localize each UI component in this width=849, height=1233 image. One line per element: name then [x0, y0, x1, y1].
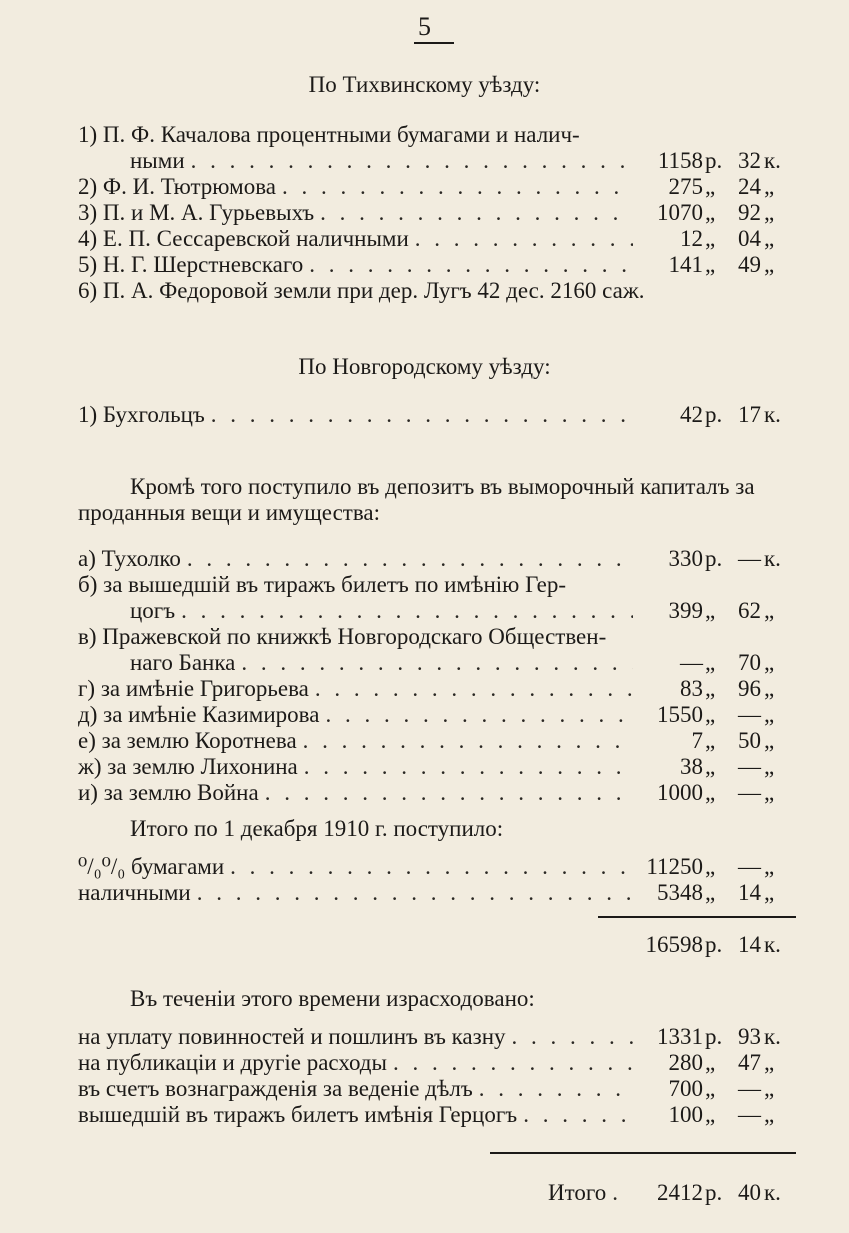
leader-dots — [393, 1050, 633, 1076]
rubles-unit: „ — [705, 1076, 716, 1101]
rubles-unit: „ — [705, 200, 716, 225]
rubles: 141 — [668, 252, 703, 277]
rubles: 280 — [668, 1050, 703, 1075]
kopecks: 14 — [738, 932, 761, 957]
amount — [639, 702, 788, 728]
rubles: 12 — [680, 226, 703, 251]
kopecks-unit: „ — [764, 780, 775, 805]
amount — [639, 1102, 788, 1128]
leader-dots — [309, 252, 633, 278]
kopecks-unit: „ — [764, 226, 775, 251]
entry-label: Въ теченіи этого времени израсходовано: — [130, 986, 535, 1011]
amount — [639, 252, 788, 278]
expense-item-4 — [78, 1102, 788, 1128]
leader-dots — [181, 598, 633, 624]
entry-label: Итого — [548, 1180, 607, 1205]
entry-label: 6) П. А. Федоровой земли при дер. Лугъ 42 дес. 2160 саж. — [78, 278, 645, 303]
kopecks: — — [738, 780, 761, 805]
kopecks-unit: „ — [764, 854, 775, 879]
leader-dots — [315, 676, 633, 702]
entry-label: наго Банка — [130, 650, 236, 675]
rubles-unit: „ — [705, 854, 716, 879]
amount — [639, 174, 788, 200]
amount — [639, 650, 788, 676]
amount — [639, 754, 788, 780]
total-income-sum — [78, 932, 788, 958]
amount — [639, 598, 788, 624]
leader-dots — [241, 650, 633, 676]
entry-label: Итого по 1 декабря 1910 г. поступило: — [130, 816, 504, 841]
rubles: 83 — [680, 676, 703, 701]
kopecks: — — [738, 702, 761, 727]
leader-dots — [415, 226, 633, 252]
total-income-securities — [78, 854, 788, 880]
total-income-heading — [130, 816, 840, 842]
rubles-unit: „ — [705, 252, 716, 277]
kopecks-unit: „ — [764, 174, 775, 199]
amount — [639, 148, 788, 174]
tikhvin-item-1-first-line — [78, 122, 788, 148]
kopecks-unit: к. — [764, 148, 781, 173]
kopecks: 62 — [738, 598, 761, 623]
deposit-item-zh — [78, 754, 788, 780]
amount — [639, 728, 788, 754]
amount — [639, 932, 788, 958]
kopecks: 47 — [738, 1050, 761, 1075]
deposit-item-g — [78, 676, 788, 702]
leader-dots — [325, 702, 633, 728]
rubles-unit: р. — [705, 546, 723, 571]
kopecks: 32 — [738, 148, 761, 173]
deposit-item-d — [78, 702, 788, 728]
kopecks: — — [738, 754, 761, 779]
rubles: 2412 — [657, 1180, 703, 1205]
kopecks: — — [738, 1102, 761, 1127]
rubles: 42 — [680, 402, 703, 427]
leader-dots — [187, 546, 633, 572]
entry-label: ж) за землю Лихонина — [78, 754, 298, 779]
rubles: 1550 — [657, 702, 703, 727]
deposit-item-i — [78, 780, 788, 806]
kopecks-unit: к. — [764, 1180, 781, 1205]
kopecks: 49 — [738, 252, 761, 277]
kopecks-unit: „ — [764, 1050, 775, 1075]
kopecks-unit: „ — [764, 880, 775, 905]
deposit-item-v-first-line — [78, 624, 788, 650]
expenses-total — [548, 1180, 788, 1206]
leader-dots — [304, 754, 633, 780]
kopecks: 70 — [738, 650, 761, 675]
entry-label: е) за землю Коротнева — [78, 728, 297, 753]
leader-dots — [197, 880, 633, 906]
entry-label: на публикаціи и другіе расходы — [78, 1050, 387, 1075]
rubles-unit: „ — [705, 598, 716, 623]
entry-label: а) Тухолко — [78, 546, 181, 571]
kopecks: 24 — [738, 174, 761, 199]
kopecks: — — [738, 854, 761, 879]
rubles: 1000 — [657, 780, 703, 805]
leader-dots — [265, 780, 633, 806]
rubles: 700 — [668, 1076, 703, 1101]
rubles-unit: „ — [705, 728, 716, 753]
rubles: 16598 — [645, 932, 703, 957]
kopecks: 14 — [738, 880, 761, 905]
leader-dots — [612, 1180, 633, 1206]
deposit-item-e — [78, 728, 788, 754]
kopecks: — — [738, 546, 761, 571]
rubles: 11250 — [646, 854, 703, 879]
amount — [639, 1180, 788, 1206]
amount — [639, 226, 788, 252]
entry-label: наличными — [78, 880, 191, 905]
rubles: 100 — [668, 1102, 703, 1127]
rubles-unit: „ — [705, 880, 716, 905]
expense-item-1 — [78, 1024, 788, 1050]
entry-label: и) за землю Война — [78, 780, 259, 805]
kopecks-unit: „ — [764, 754, 775, 779]
expenses-heading — [130, 986, 840, 1012]
section-heading-tikhvin: По Тихвинскому уѣзду: — [308, 72, 541, 97]
rubles-unit: р. — [705, 402, 723, 427]
rubles: 330 — [668, 546, 703, 571]
deposit-intro-paragraph: Кромѣ того поступило въ депозитъ въ выморочный капиталъ за проданныя вещи и имущества: — [78, 474, 755, 525]
tikhvin-item-5 — [78, 252, 788, 278]
rubles: 1070 — [657, 200, 703, 225]
kopecks: — — [738, 1076, 761, 1101]
kopecks: 92 — [738, 200, 761, 225]
leader-dots — [479, 1076, 633, 1102]
tikhvin-item-3 — [78, 200, 788, 226]
expense-item-3 — [78, 1076, 788, 1102]
entry-label: д) за имѣніе Казимирова — [78, 702, 320, 727]
amount — [639, 854, 788, 880]
entry-label: 1) П. Ф. Качалова процентными бумагами и налич- — [78, 122, 580, 147]
amount — [639, 546, 788, 572]
kopecks-unit: к. — [764, 1024, 781, 1049]
rubles: 399 — [668, 598, 703, 623]
page-number: 5 — [418, 12, 431, 41]
amount — [639, 780, 788, 806]
leader-dots — [282, 174, 633, 200]
amount — [639, 1076, 788, 1102]
tikhvin-item-4 — [78, 226, 788, 252]
kopecks-unit: „ — [764, 1102, 775, 1127]
kopecks-unit: „ — [764, 598, 775, 623]
amount — [639, 880, 788, 906]
leader-dots — [230, 854, 633, 880]
rubles-unit: „ — [705, 676, 716, 701]
entry-label: в) Пражевской по книжкѣ Новгородскаго Обществен- — [78, 624, 607, 649]
amount — [639, 200, 788, 226]
amount — [639, 402, 788, 428]
deposit-item-b-first-line — [78, 572, 788, 598]
page-number-underline — [414, 42, 454, 44]
entry-label: ными — [130, 148, 185, 173]
entry-label: ⁰/₀⁰/₀ бумагами — [78, 854, 225, 879]
entry-label: въ счетъ вознагражденія за веденіе дѣлъ — [78, 1076, 473, 1101]
rubles-unit: р. — [705, 1180, 723, 1205]
kopecks: 17 — [738, 402, 761, 427]
rubles-unit: „ — [705, 1102, 716, 1127]
novgorod-item-1 — [78, 402, 788, 428]
leader-dots — [523, 1102, 633, 1128]
amount — [639, 1050, 788, 1076]
rubles-unit: „ — [705, 1050, 716, 1075]
entry-label: вышедшій въ тиражъ билетъ имѣнія Герцогъ — [78, 1102, 518, 1127]
leader-dots — [191, 148, 633, 174]
kopecks-unit: „ — [764, 728, 775, 753]
rubles-unit: „ — [705, 780, 716, 805]
kopecks: 93 — [738, 1024, 761, 1049]
rubles-unit: „ — [705, 650, 716, 675]
kopecks-unit: „ — [764, 252, 775, 277]
sum-rule — [598, 916, 796, 918]
kopecks-unit: „ — [764, 650, 775, 675]
kopecks-unit: „ — [764, 1076, 775, 1101]
amount — [639, 1024, 788, 1050]
rubles-unit: „ — [705, 226, 716, 251]
section-heading-novgorod: По Новгородскому уѣзду: — [298, 354, 551, 379]
entry-label: на уплату повинностей и пошлинъ въ казну — [78, 1024, 506, 1049]
deposit-item-v — [130, 650, 788, 676]
kopecks: 04 — [738, 226, 761, 251]
deposit-item-a — [78, 546, 788, 572]
total-income-cash — [78, 880, 788, 906]
entry-label: 2) Ф. И. Тютрюмова — [78, 174, 277, 199]
deposit-item-b — [130, 598, 788, 624]
tikhvin-item-6 — [78, 278, 788, 304]
amount — [639, 676, 788, 702]
rubles: 38 — [680, 754, 703, 779]
kopecks: 50 — [738, 728, 761, 753]
rubles-unit: „ — [705, 702, 716, 727]
rubles: 275 — [668, 174, 703, 199]
tikhvin-item-2 — [78, 174, 788, 200]
entry-label: г) за имѣніе Григорьева — [78, 676, 309, 701]
entry-label: цогъ — [130, 598, 176, 623]
kopecks: 40 — [738, 1180, 761, 1205]
rubles-unit: „ — [705, 754, 716, 779]
kopecks-unit: „ — [764, 676, 775, 701]
leader-dots — [211, 402, 633, 428]
rubles: 1158 — [657, 148, 703, 173]
expenses-sum-rule — [490, 1152, 796, 1154]
rubles: — — [680, 650, 703, 675]
rubles-unit: р. — [705, 932, 723, 957]
kopecks-unit: к. — [764, 932, 781, 957]
entry-label: 1) Бухгольцъ — [78, 402, 205, 427]
rubles-unit: р. — [705, 1024, 723, 1049]
kopecks: 96 — [738, 676, 761, 701]
rubles: 5348 — [657, 880, 703, 905]
rubles-unit: р. — [705, 148, 723, 173]
kopecks-unit: к. — [764, 546, 781, 571]
leader-dots — [303, 728, 633, 754]
leader-dots — [320, 200, 633, 226]
tikhvin-item-1 — [130, 148, 788, 174]
entry-label: 3) П. и М. А. Гурьевыхъ — [78, 200, 315, 225]
entry-label: 5) Н. Г. Шерстневскаго — [78, 252, 304, 277]
rubles: 1331 — [657, 1024, 703, 1049]
rubles: 7 — [691, 728, 703, 753]
leader-dots — [512, 1024, 633, 1050]
entry-label: б) за вышедшій въ тиражъ билетъ по имѣнію Гер- — [78, 572, 567, 597]
kopecks-unit: „ — [764, 702, 775, 727]
kopecks-unit: к. — [764, 402, 781, 427]
rubles-unit: „ — [705, 174, 716, 199]
kopecks-unit: „ — [764, 200, 775, 225]
entry-label: 4) Е. П. Сессаревской наличными — [78, 226, 409, 251]
expense-item-2 — [78, 1050, 788, 1076]
